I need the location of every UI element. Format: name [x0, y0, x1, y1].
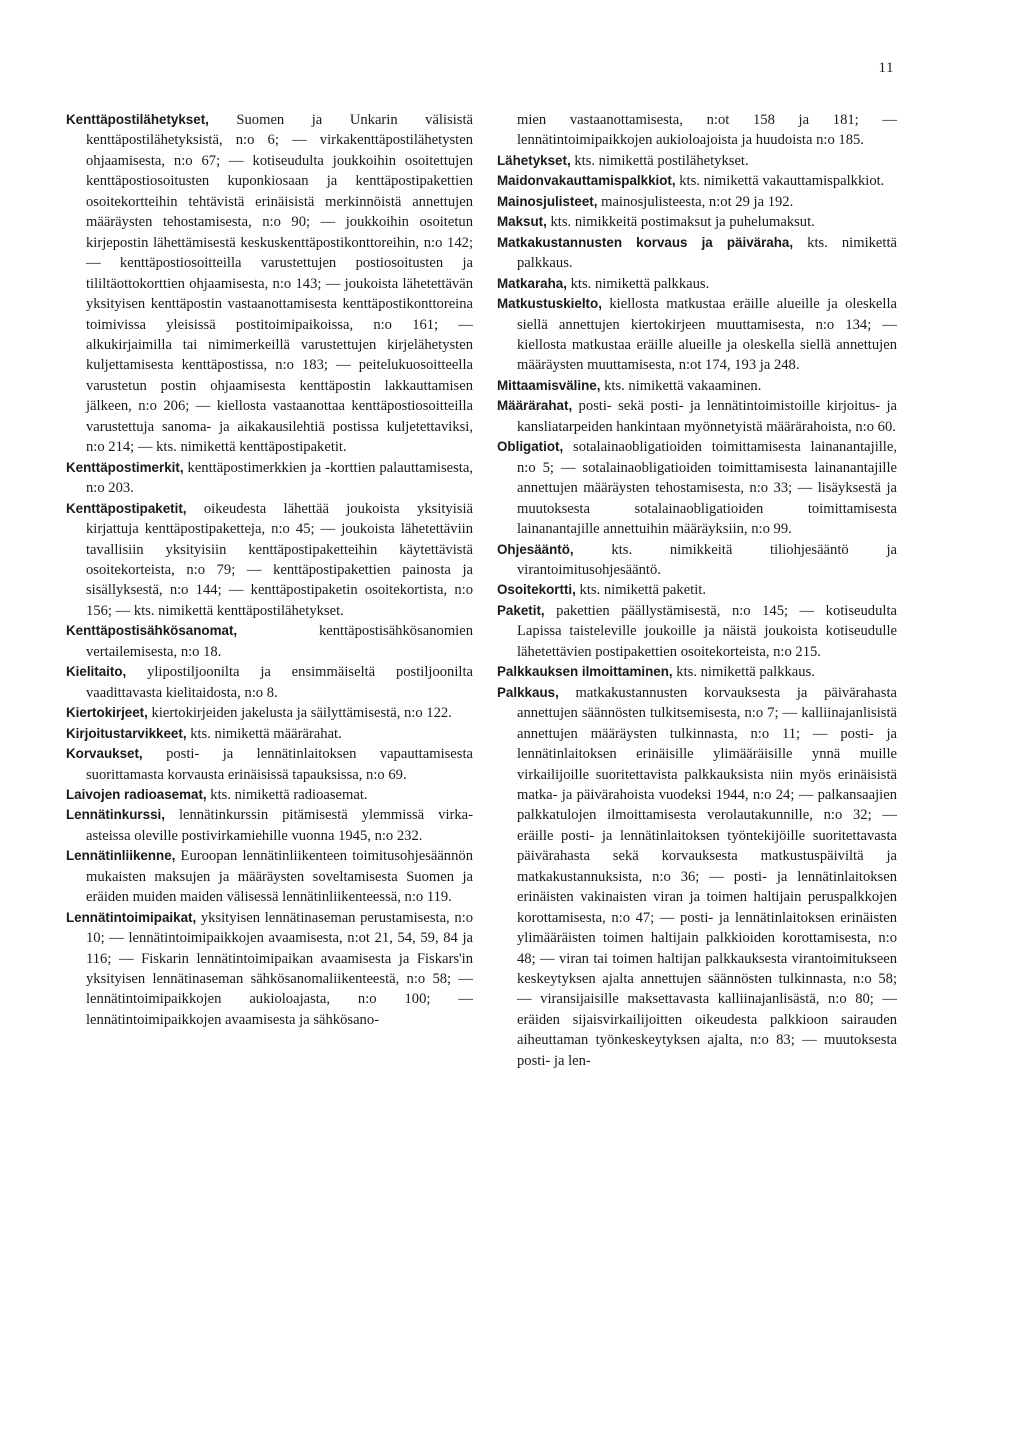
- index-entry: [497, 294, 897, 376]
- entry-text: lennätinkurssin pitämisestä ylemmissä virka-asteissa oleville postivirkamiehille vuonna 1945, n:o 232.: [86, 807, 473, 844]
- entry-heading: Matkustuskielto,: [497, 296, 602, 312]
- index-entry: [66, 458, 473, 499]
- entry-heading: Korvaukset,: [66, 746, 143, 762]
- index-entry: [66, 785, 473, 805]
- entry-heading: Kenttäpostisähkösanomat,: [66, 623, 238, 639]
- index-entry: [497, 540, 897, 581]
- index-entry: [497, 212, 897, 232]
- index-entry: [66, 744, 473, 785]
- entry-heading: Kirjoitustarvikkeet,: [66, 725, 187, 741]
- entry-text: kts. nimikettä vakauttamispalkkiot.: [675, 173, 885, 190]
- entry-text: kts. nimikettä palkkaus.: [566, 275, 710, 292]
- entry-text: posti- ja lennätinlaitoksen vapauttamisesta suorittamasta korvausta erinäisissä tapauksissa, n:o 69.: [86, 746, 473, 783]
- entry-heading: Palkkaus,: [497, 684, 559, 700]
- entry-heading: Ohjesääntö,: [497, 541, 574, 557]
- entry-heading: Mainosjulisteet,: [497, 193, 598, 209]
- index-entry: [497, 683, 897, 1072]
- entry-text: kts. nimikettä määrärahat.: [186, 725, 342, 742]
- entry-heading: Kiertokirjeet,: [66, 705, 148, 721]
- entry-heading: Kenttäpostilähetykset,: [66, 112, 209, 127]
- entry-text: pakettien päällystämisestä, n:o 145; — kotiseudulta Lapissa taisteleville joukoille ja näistä joukoista kotiseudulle lähetettävien postipakettien osoitekorteista, n:o 215.: [517, 602, 897, 660]
- entry-text: kenttäpostisähkösanomien vertailemisesta, n:o 18.: [86, 623, 473, 660]
- entry-text: kts. nimikkeitä tiliohjesääntö ja virantoimitusohjesääntö.: [517, 541, 897, 578]
- entry-heading: Lennätinliikenne,: [66, 848, 176, 864]
- index-entry: [66, 805, 473, 846]
- entry-text: Euroopan lennätinliikenteen toimitusohjesäännön mukaisten maksujen ja määräysten soveltamisesta Suomen ja eräiden muiden maiden välisessä lennätinliikenteessä, n:o 119.: [86, 848, 473, 906]
- entry-text: kts. nimikettä radioasemat.: [206, 786, 368, 803]
- entry-text: posti- sekä posti- ja lennätintoimistoille kirjoitus- ja kansliatarpeiden hankintaan myönnetyistä määrärahoista, n:o 60.: [517, 398, 897, 435]
- entry-text: yksityisen lennätinaseman perustamisesta, n:o 10; — lennätintoimipaikkojen avaamisesta, n:ot 21, 54, 59, 84 ja 116; — Fiskarin lennätintoimipaikan avaamisesta ja Fiskars'in yksityisen lennätinaseman sähkösanomaliikenteestä, n:o 58; — lennätintoimipaikkojen aukioloajasta, n:o 100; — lennätintoimipaikkojen avaamisesta ja sähkösano-: [86, 909, 473, 1028]
- entry-heading: Kielitaito,: [66, 664, 127, 680]
- index-entry: [66, 846, 473, 907]
- index-entry: [66, 110, 473, 458]
- entry-text: kiertokirjeiden jakelusta ja säilyttämisestä, n:o 122.: [147, 705, 452, 722]
- entry-heading: Osoitekortti,: [497, 582, 576, 598]
- index-entry: [497, 171, 897, 191]
- entry-text: mien vastaanottamisesta, n:ot 158 ja 181; — lennätintoimipaikkojen aukioloajoista ja huudoista n:o 185.: [517, 112, 897, 149]
- entry-heading: Matkaraha,: [497, 275, 567, 291]
- left-column: [66, 110, 473, 1030]
- entry-text: kts. nimikettä vakaaminen.: [600, 377, 762, 394]
- entry-heading: Laivojen radioasemat,: [66, 786, 207, 802]
- right-column: [497, 110, 897, 1071]
- entry-heading: Maidonvakauttamispalkkiot,: [497, 173, 676, 189]
- entry-heading: Maksut,: [497, 214, 547, 230]
- entry-heading: Lennätintoimipaikat,: [66, 909, 197, 925]
- index-entry: [497, 151, 897, 171]
- entry-heading: Paketit,: [497, 602, 545, 618]
- index-entry: [66, 621, 473, 662]
- entry-text: mainosjulisteesta, n:ot 29 ja 192.: [597, 193, 794, 210]
- entry-heading: Mittaamisväline,: [497, 377, 601, 393]
- index-entry: [66, 703, 473, 723]
- entry-text: ylipostiljoonilta ja ensimmäiseltä postiljoonilta vaadittavasta kielitaidosta, n:o 8.: [86, 664, 473, 701]
- entry-text: kts. nimikettä postilähetykset.: [570, 152, 749, 169]
- entry-heading: Palkkauksen ilmoittaminen,: [497, 664, 673, 680]
- entry-heading: Määrärahat,: [497, 398, 573, 414]
- index-entry: [66, 908, 473, 1031]
- entry-heading: Lennätinkurssi,: [66, 807, 165, 823]
- entry-heading: Kenttäpostimerkit,: [66, 459, 184, 475]
- entry-text: kts. nimikettä paketit.: [575, 582, 706, 599]
- index-entry: [497, 580, 897, 600]
- index-entry: [497, 192, 897, 212]
- index-entry: [497, 110, 897, 151]
- entry-text: kiellosta matkustaa eräille alueille ja oleskella siellä annettujen kiertokirjeen muuttamisesta, n:o 134; — kiellosta matkustaa eräille alueille ja oleskella siellä annettujen määräysten muuttamisesta, n:ot 174, 193 ja 248.: [517, 296, 897, 374]
- index-entry: [497, 274, 897, 294]
- index-entry: [497, 376, 897, 396]
- entry-heading: Kenttäpostipaketit,: [66, 500, 187, 516]
- index-entry: [497, 601, 897, 662]
- index-entry: [497, 233, 897, 274]
- entry-text: matkakustannusten korvauksesta ja päivärahasta annettujen säännösten tulkitsemisesta, n:o 7; — kalliinajanlisistä annettujen määräysten tulkinnasta, n:o 11; — posti- ja lennätinlaitoksen erinäisille ylimääräisille ynnä muille virkailijoille suoritettavista palkkauksista niin myös erinäisistä matka- ja päivärahoista vuodeksi 1944, n:o 24; — palkansaajien palkkatulojen ilmoittamisesta verolautakunnille, n:o 32; — eräille posti- ja lennätinlaitoksen työntekijöille suoritettavasta päivärahasta sekä korvauksesta matkustuspäiviltä ja matkakustannuksista, n:o 36; — posti- ja lennätinlaitoksen erinäisten vakinaisten viran ja toimen haltijain peruspalkkojen korottamisesta, n:o 47; — posti- ja lennätinlaitoksen erinäisten ylimääräisten toimen haltijain palkkioiden korottamisesta, n:o 48; — viran tai toimen haltijan palkkauksesta virantoimitukseen keskeytyksen ajalta annettujen säännösten tulkinnasta, n:o 58; — viransijaisille maksettavasta kalliinajanlisästä, n:o 80; — eräiden sijaisvirkailijoitten oikeudesta palkkioon sairauden aiheuttaman työnkeskeytyksen ajalta, n:o 83; — muutoksesta posti- ja len-: [517, 684, 897, 1069]
- entry-heading: Lähetykset,: [497, 152, 571, 168]
- index-entry: [66, 499, 473, 622]
- page-number: 11: [878, 60, 894, 76]
- entry-text: sotalainaobligatioiden toimittamisesta lainanantajille, n:o 5; — sotalainaobligatioiden toimittamisesta lainanantajille annettujen määräysten tehostamisesta, n:o 33; — lisäyksestä ja muutoksesta sotalainaobligatioiden toimittamisesta lainanantajille annettuihin määräyksiin, n:o 99.: [517, 439, 897, 538]
- index-entry: [497, 396, 897, 437]
- index-entry: [497, 437, 897, 539]
- entry-text: kts. nimikettä palkkaus.: [672, 664, 815, 681]
- entry-heading: Obligatiot,: [497, 439, 564, 455]
- entry-text: kts. nimikettä palkkaus.: [517, 234, 897, 272]
- index-entry: [66, 662, 473, 703]
- index-entry: [497, 662, 897, 682]
- entry-text: kenttäpostimerkkien ja -korttien palauttamisesta, n:o 203.: [86, 459, 473, 497]
- entry-text: oikeudesta lähettää joukoista yksityisiä kirjattuja kenttäpostipaketteja, n:o 45; — joukoista lähetettäviin tavallisiin yksityisiin kenttäpostipaketteihin käytettävistä osoitekorteista, n:o 79; — kenttäpostipakettien painosta ja sisällyksestä, n:o 144; — kenttäpostipaketin osoitekortista, n:o 156; — kts. nimikettä kenttäpostilähetykset.: [86, 500, 473, 619]
- entry-text: kts. nimikkeitä postimaksut ja puhelumaksut.: [546, 214, 815, 231]
- index-entry: [66, 724, 473, 744]
- entry-heading: Matkakustannusten korvaus ja päiväraha,: [497, 234, 794, 250]
- entry-text: Suomen ja Unkarin välisistä kenttäpostilähetyksistä, n:o 6; — virkakenttäpostilähetysten ohjaamisesta, n:o 67; — kotiseudulta joukkoihin osoitettujen kenttäpostiosoitusten kuponkiosaan ja kenttäpostipakettien osoitekortteihin tehtävistä erinäisistä merkinnöistä annettujen määräysten tehostamisesta, n:o 90; — joukkoihin osoitetun kirjepostin lähettämisestä keskuskenttäpostikonttoreihin, n:o 142; — kenttäpostiosoitteilla varustettujen postiosoitusten ja tililtäottokorttien ohjaamisesta, n:o 143; — joukoista lähetettävän yksityisen kenttäpostin vastaanottamisesta kenttäpostikonttoreina toimivissa yleisissä postitoimipaikoissa, n:o 161; — alkukirjaimilla tai nimimerkeillä varustettujen kirjelähetysten kuljettamisesta kenttäpostissa, n:o 183; — peitelukuosoitteella varustetun postin ohjaamisesta kenttäpostin lakkauttamisen jälkeen, n:o 206; — kiellosta vastaanottaa kenttäpostiosoitteilla varustettuja sanoma- ja aikakausilehtiä postissa kuljetettaviksi, n:o 214; — kts. nimikettä kenttäpostipaketit.: [86, 112, 473, 456]
